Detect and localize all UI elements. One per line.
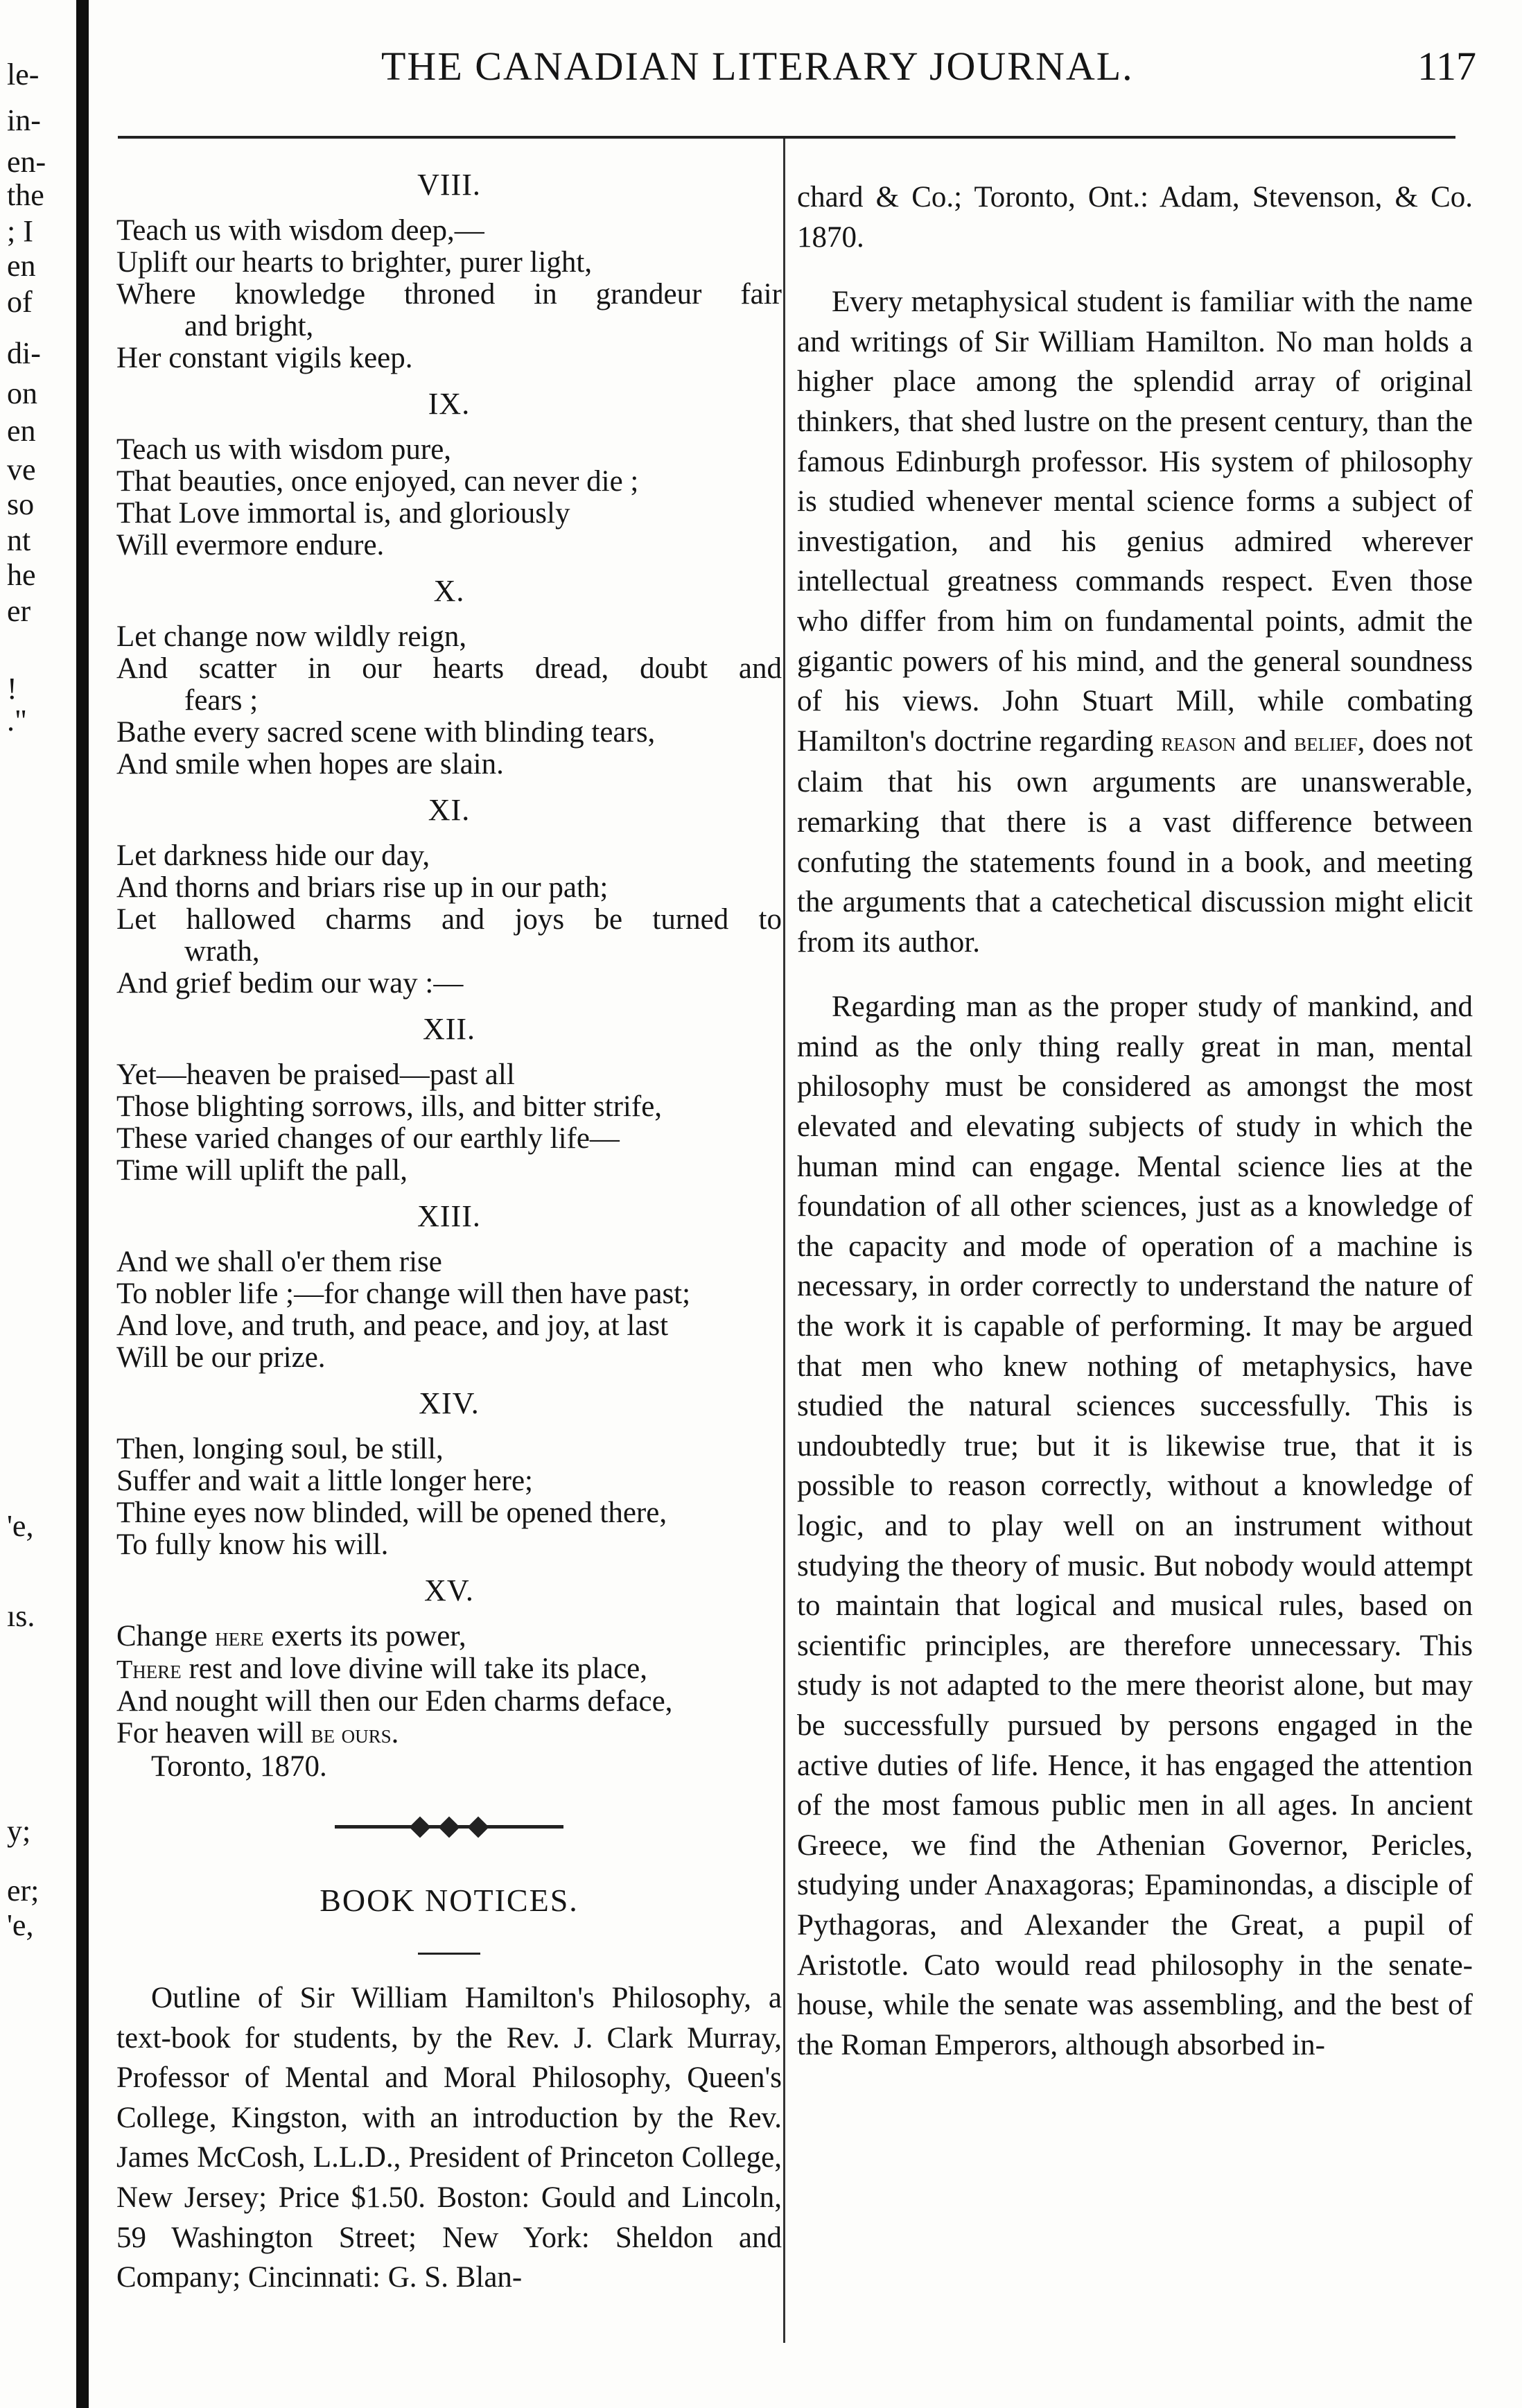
poem-line: Time will uplift the pall,: [116, 1154, 408, 1187]
poem-place-date: Toronto, 1870.: [151, 1750, 327, 1783]
stanza-numeral: XI.: [428, 793, 471, 827]
column-divider: [783, 139, 785, 2343]
stanza-numeral: VIII.: [417, 168, 481, 202]
poem-line: Thine eyes now blinded, will be opened there,: [116, 1497, 667, 1529]
poem-line: wrath,: [184, 935, 260, 968]
short-rule: [418, 1953, 480, 1955]
poem-line: And scatter in our hearts dread, doubt and: [116, 652, 782, 685]
poem-line: And thorns and briars rise up in our path;: [116, 871, 609, 904]
poem-line: These varied changes of our earthly life—: [116, 1122, 620, 1155]
margin-fragment: er;: [7, 1874, 40, 1908]
margin-fragment: en-: [7, 145, 46, 179]
poem-line: To nobler life ;—for change will then have past;: [116, 1277, 691, 1310]
margin-fragment: 'e,: [7, 1908, 34, 1942]
header-rule: [118, 136, 1455, 139]
poem-line: And nought will then our Eden charms deface,: [116, 1685, 673, 1718]
margin-fragment: so: [7, 487, 35, 521]
poem-line: Let hallowed charms and joys be turned to: [116, 903, 782, 936]
stanza-numeral: XII.: [422, 1012, 476, 1046]
margin-fragment: in-: [7, 103, 41, 137]
margin-fragment: di-: [7, 336, 41, 370]
poem-line: Will be our prize.: [116, 1341, 326, 1374]
margin-fragment: ; I: [7, 214, 33, 248]
poem-line: And grief bedim our way :—: [116, 967, 464, 1000]
margin-fragment: the: [7, 178, 44, 212]
citation-continuation: chard & Co.; Toronto, Ont.: Adam, Stevenson, & Co. 1870.: [797, 181, 1473, 254]
poem: [116, 169, 782, 1750]
margin-fragment: en: [7, 249, 36, 283]
poem-line: Let darkness hide our day,: [116, 839, 430, 872]
margin-fragment: of: [7, 285, 33, 319]
poem-line: Let change now wildly reign,: [116, 620, 467, 653]
margin-fragment: ve: [7, 453, 36, 487]
margin-fragment: nt: [7, 523, 31, 557]
review-paragraph-1: Every metaphysical student is familiar with the name and writings of Sir William Hamilton. No man holds a higher place among the splendid array of original thinkers, that shed lustre on the present century, than the famous Edinburgh professor. His system of philosophy is studied whenever mental science forms a subject of investigation, and his genius admired wherever intellectual greatness commands respect. Even those who differ from him on fundamental points, admit the gigantic powers of his mind, and the general soundness of his views. John Stuart Mill, while combating Hamilton's doctrine regarding reason and belief, does not claim that his own arguments are unanswerable, remarking that there is a vast difference between confuting the statements found in a book, and meeting the arguments that a catechetical discussion might elicit from its author.: [797, 286, 1473, 959]
poem-line: Yet—heaven be praised—past all: [116, 1058, 515, 1091]
poem-line: Uplift our hearts to brighter, purer light,: [116, 246, 593, 279]
poem-line: Those blighting sorrows, ills, and bitter strife,: [116, 1090, 663, 1123]
margin-fragment: !: [7, 672, 17, 706]
margin-fragment: ıs.: [7, 1599, 35, 1633]
running-header: [381, 43, 1476, 98]
left-column: [116, 169, 782, 2298]
poem-line: Her constant vigils keep.: [116, 342, 413, 374]
page-number: 117: [1417, 44, 1476, 89]
margin-fragment: en: [7, 414, 36, 448]
poem-line: That Love immortal is, and gloriously: [116, 497, 570, 530]
margin-fragment: le-: [7, 58, 40, 91]
poem-line: To fully know his will.: [116, 1528, 389, 1561]
poem-line: And love, and truth, and peace, and joy, at last: [116, 1309, 669, 1342]
poem-line: That beauties, once enjoyed, can never die ;: [116, 465, 639, 498]
poem-line: Change here exerts its power,: [116, 1620, 466, 1652]
poem-line: Bathe every sacred scene with blinding tears,: [116, 716, 656, 749]
stanza-numeral: X.: [433, 574, 465, 608]
poem-line: There rest and love divine will take its place,: [116, 1652, 647, 1685]
margin-fragment: .": [7, 704, 27, 738]
poem-line: Will evermore endure.: [116, 529, 385, 561]
margin-fragment: he: [7, 558, 36, 592]
stanza-numeral: XIV.: [419, 1386, 480, 1420]
stanza-numeral: IX.: [428, 387, 471, 421]
poem-line: fears ;: [184, 684, 259, 717]
margin-fragment: 'e,: [7, 1509, 34, 1543]
book-notices-heading: BOOK NOTICES.: [320, 1883, 579, 1918]
poem-line: Teach us with wisdom pure,: [116, 433, 452, 466]
stanza-numeral: XV.: [424, 1573, 474, 1607]
poem-line: Where knowledge throned in grandeur fair: [116, 278, 782, 311]
review-paragraph-2: Regarding man as the proper study of mankind, and mind as the only thing really great in man, mental philosophy must be considered as amongst the most elevated and elevating subjects of study in which the human mind can engage. Mental science lies at the foundation of all other sciences, just as a knowledge of the capacity and mode of operation of a machine is necessary, in order correctly to understand the nature of the work it is capable of performing. It may be argued that men who knew nothing of metaphysics, have studied the natural sciences successfully. This is undoubtedly true; but it is likewise true, that it is possible to reason correctly, without a knowledge of logic, and to play well on an instrument without studying the theory of music. But nobody would attempt to maintain that logical and musical rules, based on scientific principles, are therefore unnecessary. This study is not adapted to the mere theorist alone, but may be successfully pursued by persons engaged in the active duties of life. Hence, it has engaged the attention of the most famous public men in all ages. In ancient Greece, we find the Athenian Governor, Pericles, studying under Anaxagoras; Epaminondas, a disciple of Pythagoras, and Alexander the Great, a pupil of Aristotle. Cato would read philosophy in the senate-house, while the senate was assembling, and the best of the Roman Emperors, although absorbed in-: [797, 991, 1473, 2061]
poem-line: Teach us with wisdom deep,—: [116, 214, 484, 247]
poem-line: and bright,: [184, 310, 314, 342]
book-gutter: [76, 0, 89, 2408]
stanza-numeral: XIII.: [417, 1199, 481, 1233]
book-notice-citation: Outline of Sir William Hamilton's Philosophy, a text-book for students, by the Rev. J. Clark Murray, Professor of Mental and Moral Philosophy, Queen's College, Kingston, with an introduction by the Rev. James McCosh, L.L.D., President of Princeton College, New Jersey; Price $1.50. Boston: Gould and Lincoln, 59 Washington Street; New York: Sheldon and Company; Cincinnati: G. S. Blan-: [116, 1982, 782, 2294]
right-column: [797, 177, 1473, 2065]
poem-line: Then, longing soul, be still,: [116, 1433, 444, 1465]
section-ornament: [335, 1817, 563, 1836]
margin-fragment: y;: [7, 1814, 31, 1848]
poem-line: And we shall o'er them rise: [116, 1246, 442, 1278]
poem-line: And smile when hopes are slain.: [116, 748, 504, 780]
margin-fragment: er: [7, 594, 31, 628]
journal-title: THE CANADIAN LITERARY JOURNAL.: [381, 44, 1134, 89]
adjacent-page-margin: [0, 0, 75, 2408]
margin-fragment: on: [7, 376, 37, 410]
poem-line: For heaven will be ours.: [116, 1717, 399, 1750]
poem-line: Suffer and wait a little longer here;: [116, 1465, 533, 1497]
